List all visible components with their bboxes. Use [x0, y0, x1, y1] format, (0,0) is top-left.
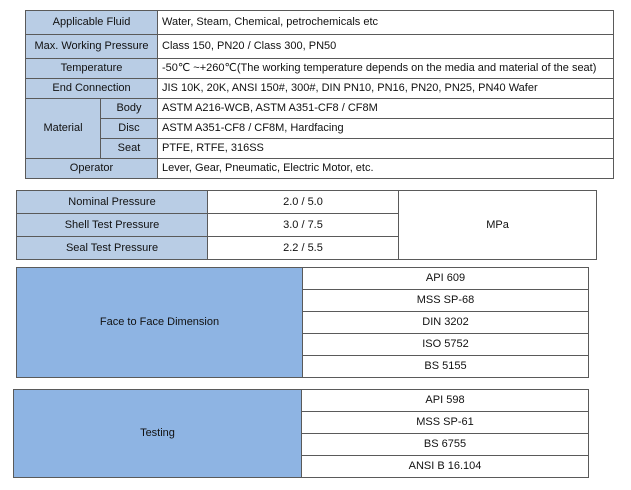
- end-connection-value: JIS 10K, 20K, ANSI 150#, 300#, DIN PN10, PN16, PN20, PN25, PN40 Wafer: [158, 79, 614, 99]
- temperature-row: [26, 59, 614, 79]
- testing-standard: ANSI B 16.104: [302, 456, 589, 478]
- max-working-pressure-label: Max. Working Pressure: [26, 35, 158, 59]
- face-to-face-standard: ISO 5752: [303, 334, 589, 356]
- material-body-value: ASTM A216-WCB, ASTM A351-CF8 / CF8M: [158, 99, 614, 119]
- table-row: [17, 268, 589, 290]
- shell-test-pressure-value: 3.0 / 7.5: [208, 214, 399, 237]
- applicable-fluid-value: Water, Steam, Chemical, petrochemicals etc: [158, 11, 614, 35]
- specification-table: [25, 10, 614, 179]
- testing-table: [13, 389, 589, 478]
- seal-test-pressure-value: 2.2 / 5.5: [208, 237, 399, 260]
- table-row: [14, 390, 589, 412]
- material-body-row: [26, 99, 614, 119]
- applicable-fluid-label: Applicable Fluid: [26, 11, 158, 35]
- pressure-table: [16, 190, 597, 260]
- testing-label: Testing: [14, 390, 302, 478]
- end-connection-row: [26, 79, 614, 99]
- face-to-face-label: Face to Face Dimension: [17, 268, 303, 378]
- operator-label: Operator: [26, 159, 158, 179]
- material-label: Material: [26, 99, 101, 159]
- temperature-label: Temperature: [26, 59, 158, 79]
- pressure-unit: MPa: [399, 191, 597, 260]
- seal-test-pressure-label: Seal Test Pressure: [17, 237, 208, 260]
- material-disc-label: Disc: [101, 119, 158, 139]
- face-to-face-standard: DIN 3202: [303, 312, 589, 334]
- max-working-pressure-row: [26, 35, 614, 59]
- temperature-value: -50℃ ~+260℃(The working temperature depends on the media and material of the seat): [158, 59, 614, 79]
- material-seat-value: PTFE, RTFE, 316SS: [158, 139, 614, 159]
- material-seat-row: [26, 139, 614, 159]
- material-body-label: Body: [101, 99, 158, 119]
- face-to-face-standard: API 609: [303, 268, 589, 290]
- material-disc-value: ASTM A351-CF8 / CF8M, Hardfacing: [158, 119, 614, 139]
- operator-value: Lever, Gear, Pneumatic, Electric Motor, etc.: [158, 159, 614, 179]
- applicable-fluid-row: [26, 11, 614, 35]
- material-seat-label: Seat: [101, 139, 158, 159]
- nominal-pressure-row: [17, 191, 597, 214]
- testing-standard: API 598: [302, 390, 589, 412]
- material-disc-row: [26, 119, 614, 139]
- testing-standard: MSS SP-61: [302, 412, 589, 434]
- nominal-pressure-label: Nominal Pressure: [17, 191, 208, 214]
- operator-row: [26, 159, 614, 179]
- face-to-face-table: [16, 267, 589, 378]
- max-working-pressure-value: Class 150, PN20 / Class 300, PN50: [158, 35, 614, 59]
- testing-standard: BS 6755: [302, 434, 589, 456]
- face-to-face-standard: BS 5155: [303, 356, 589, 378]
- end-connection-label: End Connection: [26, 79, 158, 99]
- nominal-pressure-value: 2.0 / 5.0: [208, 191, 399, 214]
- shell-test-pressure-label: Shell Test Pressure: [17, 214, 208, 237]
- face-to-face-standard: MSS SP-68: [303, 290, 589, 312]
